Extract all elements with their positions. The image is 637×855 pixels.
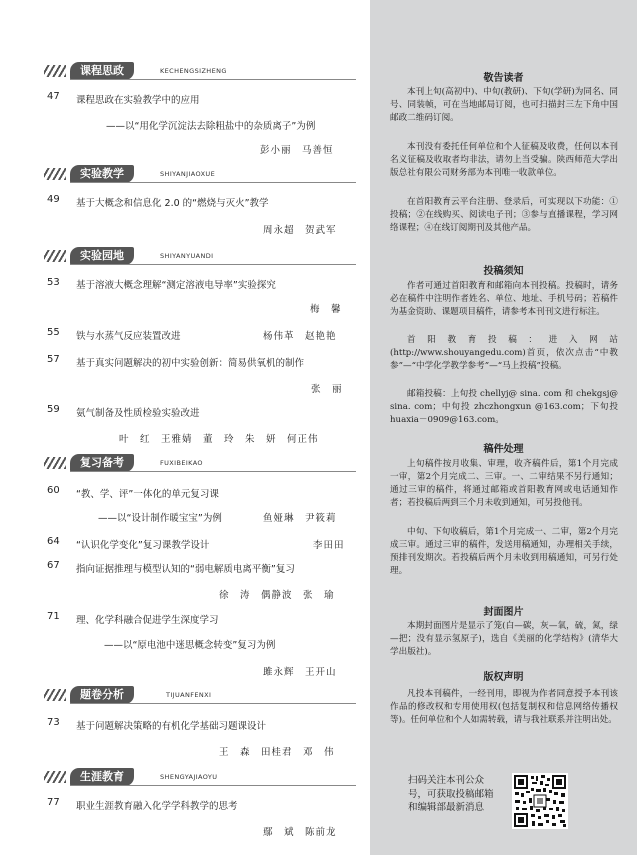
section-header-tijuanfenxi [44,686,356,704]
entry-page-number: 71 [47,611,60,622]
entry-title[interactable]: 基于真实问题解决的初中实验创新：简易供氧机的制作 [76,358,305,369]
section-rule [70,785,356,786]
entry-title[interactable]: “认识化学变化”复习课教学设计 [76,540,210,551]
entry-title[interactable]: 基于问题解决策略的有机化学基础习题课设计 [76,721,267,732]
entry-title[interactable]: 职业生涯教育融入化学学科教学的思考 [76,801,238,812]
stripe-decoration [44,250,66,262]
entry-subtitle: ——以“用化学沉淀法去除粗盐中的杂质离子”为例 [106,121,316,132]
stripe-decoration [44,457,66,469]
entry-title[interactable]: 指向证据推理与模型认知的“弱电解质电离平衡”复习 [76,564,295,575]
notice-paragraph: 本刊没有委托任何单位和个人征稿及收费，任何以本刊名义征稿及收取者均非法，请勿上当受骗。陕西师范大学出版总社有限公司财务部为本刊唯一收款单位。 [390,142,618,178]
entry-title[interactable]: 理、化学科融合促进学生深度学习 [76,615,219,626]
entry-authors: 雎永辉 王开山 [263,667,337,678]
section-header-shiyanjiaoxue [44,165,356,183]
entry-authors: 彭小丽 马善恒 [260,145,334,156]
entry-authors: 张 丽 [311,384,343,395]
cover-paragraph: 本期封面图片是显示了笼(白—碳，灰—氧，硫，氮，绿—把；没有显示氢原子)，选自《美丽的化学结构》(清华大学出版社)。 [390,621,618,657]
section-pinyin: KECHENGSIZHENG [160,67,227,75]
section-label: 实验教学 [70,165,134,183]
section-rule [70,79,356,80]
notice-heading: 敬告读者 [483,73,524,84]
entry-title[interactable]: 基于大概念和信息化 2.0 的“燃烧与灭火”教学 [76,198,269,209]
qr-code-icon[interactable] [512,773,568,829]
submission-paragraph: 邮箱投稿：上旬投 chellyj@ sina. com 和 chekgsj@ sina. com；中旬投 zhczhongxun @163.com；下旬投 huaxia－0909@163.com。 [390,389,618,425]
section-rule [70,264,356,265]
entry-title[interactable]: 课程思政在实验教学中的应用 [76,95,200,106]
entry-authors: 李田田 [313,540,345,551]
processing-paragraph: 中旬、下旬收稿后，第1个月完成一、二审，第2个月完成三审。通过三审的稿件，发送用稿通知，办理相关手续，预排刊发期次。若投稿后两个月未收到用稿通知，可另行处理。 [390,527,618,576]
entry-page-number: 67 [47,560,60,571]
section-header-fuxibeikao [44,454,356,472]
entry-page-number: 77 [47,797,60,808]
section-pinyin: SHIYANJIAOXUE [160,170,216,178]
section-label: 题卷分析 [70,686,134,704]
section-label: 复习备考 [70,454,134,472]
entry-authors: 鄢 斌 陈前龙 [263,827,337,838]
entry-page-number: 53 [47,277,60,288]
qr-caption: 扫码关注本刊公众号，可获取投稿邮箱和编辑部最新消息 [408,775,494,813]
entry-subtitle: ——以“设计制作暖宝宝”为例 [98,513,222,524]
entry-title[interactable]: 铁与水蒸气反应装置改进 [76,331,181,342]
notice-paragraph: 在首阳教育云平台注册、登录后，可实现以下功能：①投稿；②在线购买、阅读电子刊；③参与直播课程，学习网络课程；④在线订阅期刊及其他产品。 [390,197,618,233]
submission-heading: 投稿须知 [483,266,524,277]
entry-authors: 叶 红 王雅婧 董 玲 朱 妍 何正伟 [119,434,319,445]
entry-subtitle: ——以“原电池中迷思概念转变”复习为例 [104,640,276,651]
section-header-kechengsizheng [44,62,356,80]
entry-authors: 梅 馨 [310,304,342,315]
entry-title[interactable]: “教、学、评”一体化的单元复习课 [76,489,219,500]
section-pinyin: SHIYANYUANDI [160,252,214,260]
entry-authors: 杨伟革 赵艳艳 [263,331,337,342]
entry-title[interactable]: 基于溶液大概念理解“测定溶液电导率”实验探究 [76,280,276,291]
section-label: 实验园地 [70,247,134,265]
submission-paragraph: 作者可通过首阳教育和邮箱向本刊投稿。投稿时，请务必在稿件中注明作者姓名、单位、地址、手机号码；若稿件为基金资助、课题项目稿件，请参考本刊刊文进行标注。 [390,281,618,317]
entry-authors: 王 森 田桂君 邓 伟 [219,747,335,758]
section-header-shengyajiaoyu [44,768,356,786]
entry-authors: 周永超 贺武军 [263,225,337,236]
stripe-decoration [44,771,66,783]
entry-page-number: 57 [47,354,60,365]
section-rule [70,471,356,472]
section-pinyin: TIJUANFENXI [166,691,212,699]
notice-paragraph: 本刊上旬(高初中)、中旬(教研)、下旬(学研)为同名、同号、同装帧，可在当地邮局订阅，也可扫描封三左下角中国邮政二维码订阅。 [390,87,618,123]
section-pinyin: FUXIBEIKAO [160,459,203,467]
section-rule [70,703,356,704]
entry-title[interactable]: 氨气制备及性质检验实验改进 [76,408,200,419]
entry-authors: 鱼娅琳 尹筱莉 [263,513,337,524]
submission-paragraph: 首阳教育投稿：进入网站(http://www.shouyangedu.com)首页，依次点击“中教参”—“中学化学教学参考”—“马上投稿”投稿。 [390,335,618,371]
section-header-shiyanyuandi [44,247,356,265]
section-label: 课程思政 [70,62,134,80]
processing-paragraph: 上旬稿件按月收集、审理，收齐稿件后，第1个月完成一审，第2个月完成二、三审。一、二审结果不另行通知；通过三审的稿件，将通过邮箱或首阳教育网或电话通知作者；若投稿后两到三个月未收到通知，可另投他刊。 [390,459,618,508]
entry-page-number: 55 [47,327,60,338]
stripe-decoration [44,65,66,77]
stripe-decoration [44,689,66,701]
section-label: 生涯教育 [70,768,134,786]
entry-page-number: 49 [47,194,60,205]
section-pinyin: SHENGYAJIAOYU [160,773,218,781]
entry-page-number: 64 [47,536,60,547]
entry-page-number: 73 [47,717,60,728]
processing-heading: 稿件处理 [483,444,524,455]
entry-page-number: 47 [47,91,60,102]
entry-page-number: 60 [47,485,60,496]
stripe-decoration [44,168,66,180]
entry-authors: 徐 涛 偶静波 张 瑜 [219,590,335,601]
cover-heading: 封面图片 [483,607,524,618]
copyright-heading: 版权声明 [483,672,524,683]
copyright-paragraph: 凡投本刊稿件，一经刊用，即视为作者同意授予本刊该作品的修改权和专用使用权(包括复制权和信息网络传播权等)。任何单位和个人如需转载，请与我社联系并注明出处。 [390,689,618,725]
section-rule [70,182,356,183]
entry-page-number: 59 [47,404,60,415]
